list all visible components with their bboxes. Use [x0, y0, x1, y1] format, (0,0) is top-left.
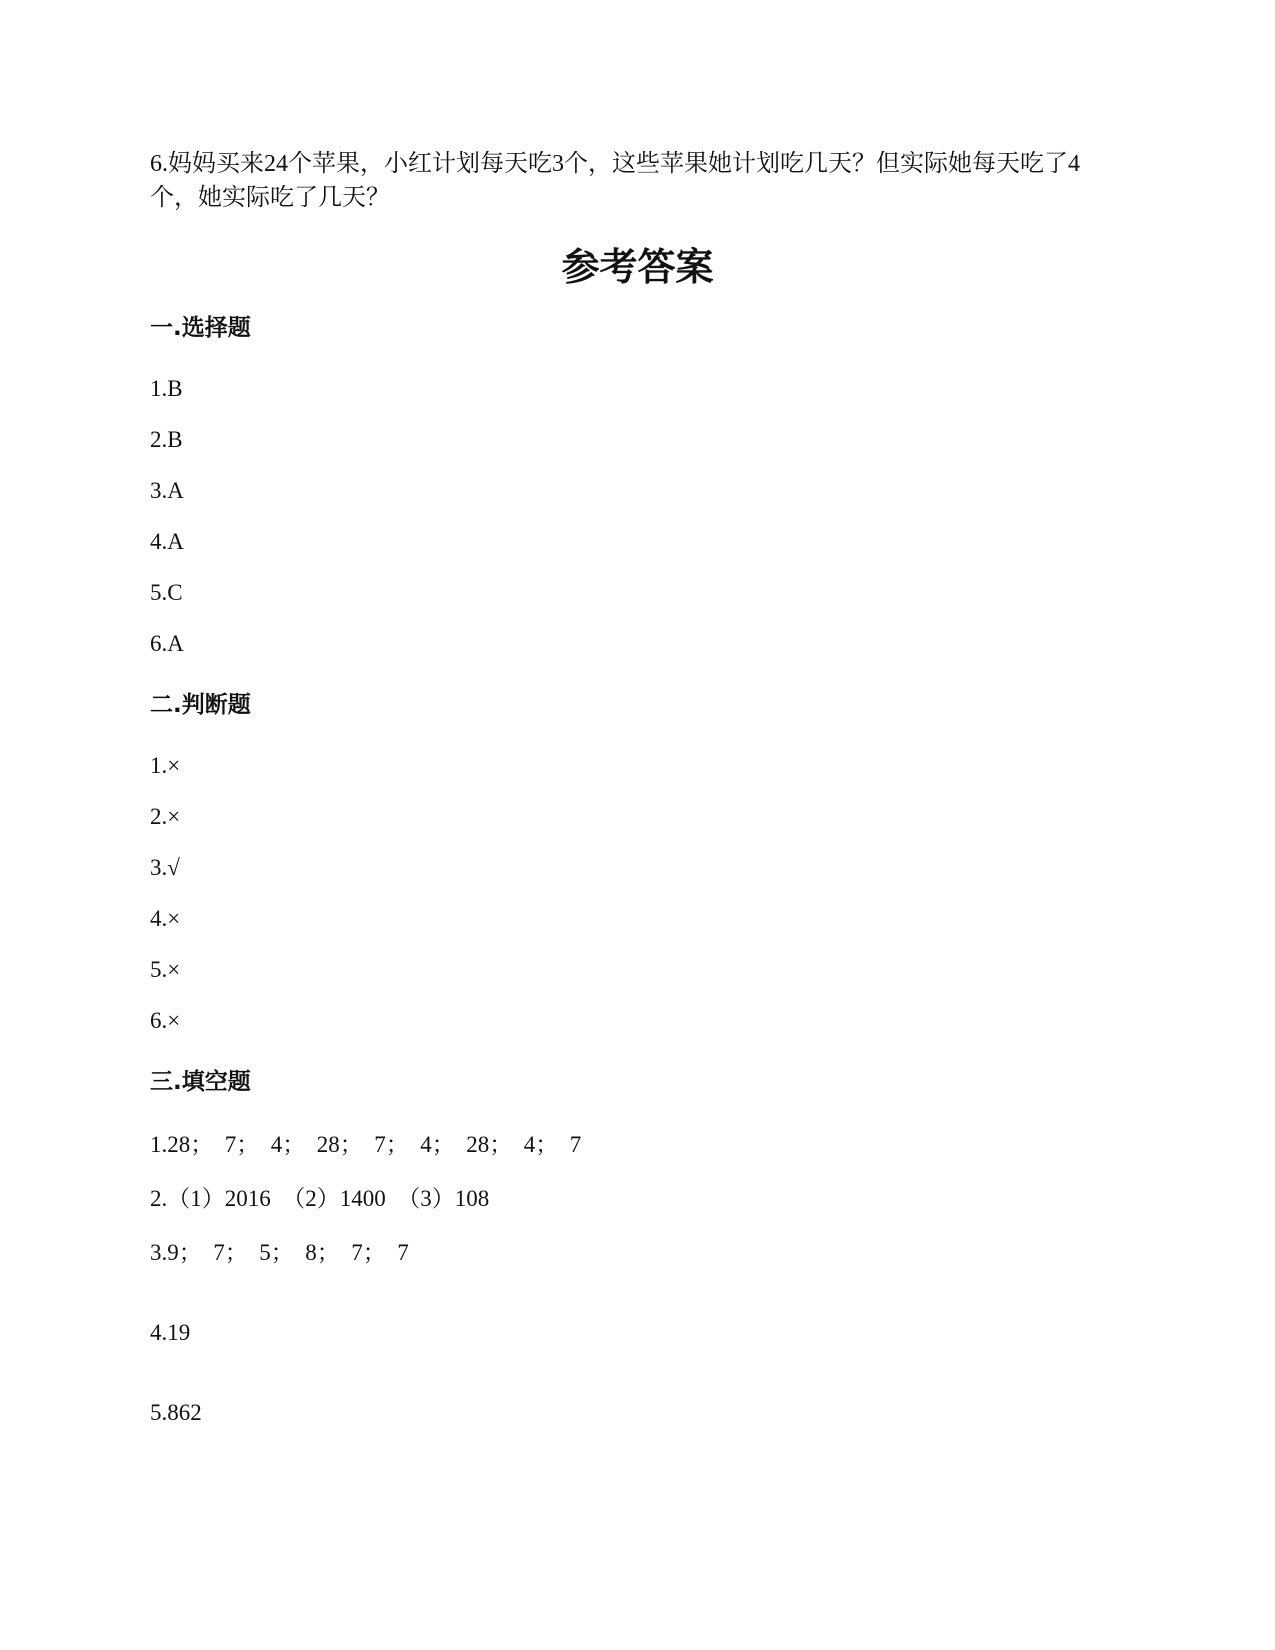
answer-line: 2.（1）2016 （2）1400 （3）108	[150, 1186, 490, 1211]
section-heading-fill-blank: 三.填空题	[150, 1069, 251, 1095]
answer-line: 4.×	[150, 906, 181, 931]
answer-line: 1.28； 7； 4； 28； 7； 4； 28； 4； 7	[150, 1132, 582, 1157]
answer-line: 4.19	[150, 1320, 191, 1345]
answer-line: 5.×	[150, 957, 181, 982]
answer-line: 3.A	[150, 478, 184, 503]
answer-line: 6.A	[150, 631, 184, 656]
answer-line: 1.×	[150, 753, 181, 778]
answer-line: 5.C	[150, 580, 183, 605]
question-6-line-1: 6.妈妈买来24个苹果，小红计划每天吃3个，这些苹果她计划吃几天？但实际她每天吃了4	[150, 151, 1080, 177]
answer-line: 6.×	[150, 1008, 181, 1033]
answer-key-title: 参考答案	[561, 245, 714, 289]
answer-line: 3.√	[150, 855, 180, 880]
question-6	[150, 147, 1130, 215]
answer-line: 3.9； 7； 5； 8； 7； 7	[150, 1240, 409, 1265]
section-heading-judgement: 二.判断题	[150, 692, 251, 718]
answer-line: 1.B	[150, 376, 183, 401]
question-6-line-2: 个，她实际吃了几天？	[150, 185, 390, 211]
section-heading-choice: 一.选择题	[150, 315, 251, 341]
answer-line: 5.862	[150, 1400, 202, 1425]
answer-line: 2.B	[150, 427, 183, 452]
answer-line: 4.A	[150, 529, 184, 554]
answer-line: 2.×	[150, 804, 181, 829]
